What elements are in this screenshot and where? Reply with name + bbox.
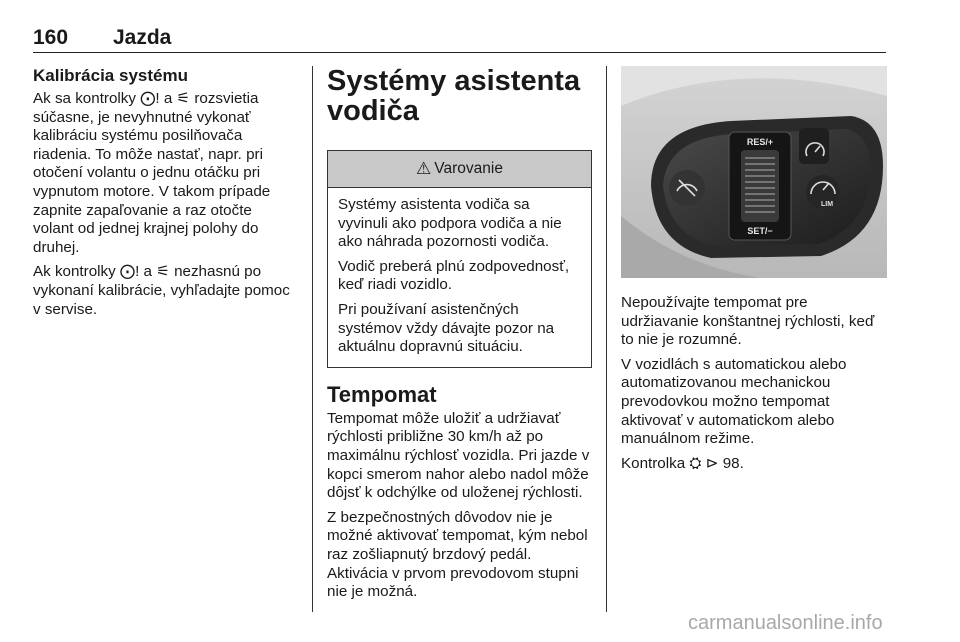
section-heading: Kalibrácia systému (33, 66, 188, 85)
paragraph: Tempomat môže uložiť a udržiavať rýchlosti približne 30 km/h až po maximálnu rýchlosť vozidla. Pri jazde v kopci smerom nahor alebo nadol môže dôjsť k odchýlke od uloženej rýchlosti. (327, 409, 590, 502)
column-divider (606, 66, 607, 612)
column-left (33, 66, 295, 325)
column-right (621, 66, 887, 479)
chapter-title: Jazda (113, 26, 172, 49)
paragraph: Vodič preberá plnú zodpovednosť, keď riadi vozidlo. (338, 257, 570, 294)
page-header (33, 26, 886, 53)
paragraph: Ak sa kontrolky ⨀! a ⚟ rozsvietia súčasne, je nevyhnutné vykonať kalibráciu systému posilňovača riadenia. To môže nastať, napr. pri otočení volantu o jednu otáčku pri vypnutom motore. V takom prípade zapnite zapaľovanie a raz otočte volant od jednej krajnej polohy do druhej. (33, 90, 271, 256)
chapter-section-title: Systémy asistenta vodiča (327, 65, 581, 127)
paragraph: V vozidlách s automatickou alebo automatizovanou mechanickou prevodovkou možno tempomat aktivovať v automatickom alebo manuálnom režime. (621, 355, 847, 448)
watermark: carmanualsonline.info (688, 612, 883, 634)
paragraph: Systémy asistenta vodiča sa vyvinuli ako podpora vodiča a nie ako náhrada pozornosti vodiča. (338, 196, 562, 251)
steering-wheel-controls-photo (621, 66, 887, 278)
paragraph: Z bezpečnostných dôvodov nie je možné aktivovať tempomat, kým nebol raz zošliapnutý brzdový pedál. Aktivácia v prvom prevodovom stupni nie je možná. (327, 508, 588, 601)
res-plus-label: RES/+ (746, 137, 774, 147)
paragraph: Pri používaní asistenčných systémov vždy dávajte pozor na aktuálnu dopravnú situáciu. (338, 300, 555, 356)
paragraph: Ak kontrolky ⨀! a ⚟ nezhasnú po vykonaní kalibrácie, vyhľadajte pomoc v servise. (33, 263, 290, 318)
paragraph: Nepoužívajte tempomat pre udržiavanie konštantnej rýchlosti, keď to nie je rozumné. (621, 294, 875, 349)
warning-body (328, 188, 591, 367)
page-number: 160 (33, 26, 69, 49)
set-minus-label: SET/− (747, 226, 773, 236)
warning-label: Varovanie (434, 160, 503, 177)
paragraph: Kontrolka ⛭ ⊳ 98. (621, 454, 744, 472)
warning-header (328, 151, 591, 188)
section-title: Tempomat (327, 381, 437, 407)
warning-box (327, 150, 592, 368)
lim-label: LIM (820, 201, 834, 208)
column-middle (327, 66, 592, 608)
warning-icon: ⚠ (416, 159, 432, 178)
column-divider (312, 66, 313, 612)
